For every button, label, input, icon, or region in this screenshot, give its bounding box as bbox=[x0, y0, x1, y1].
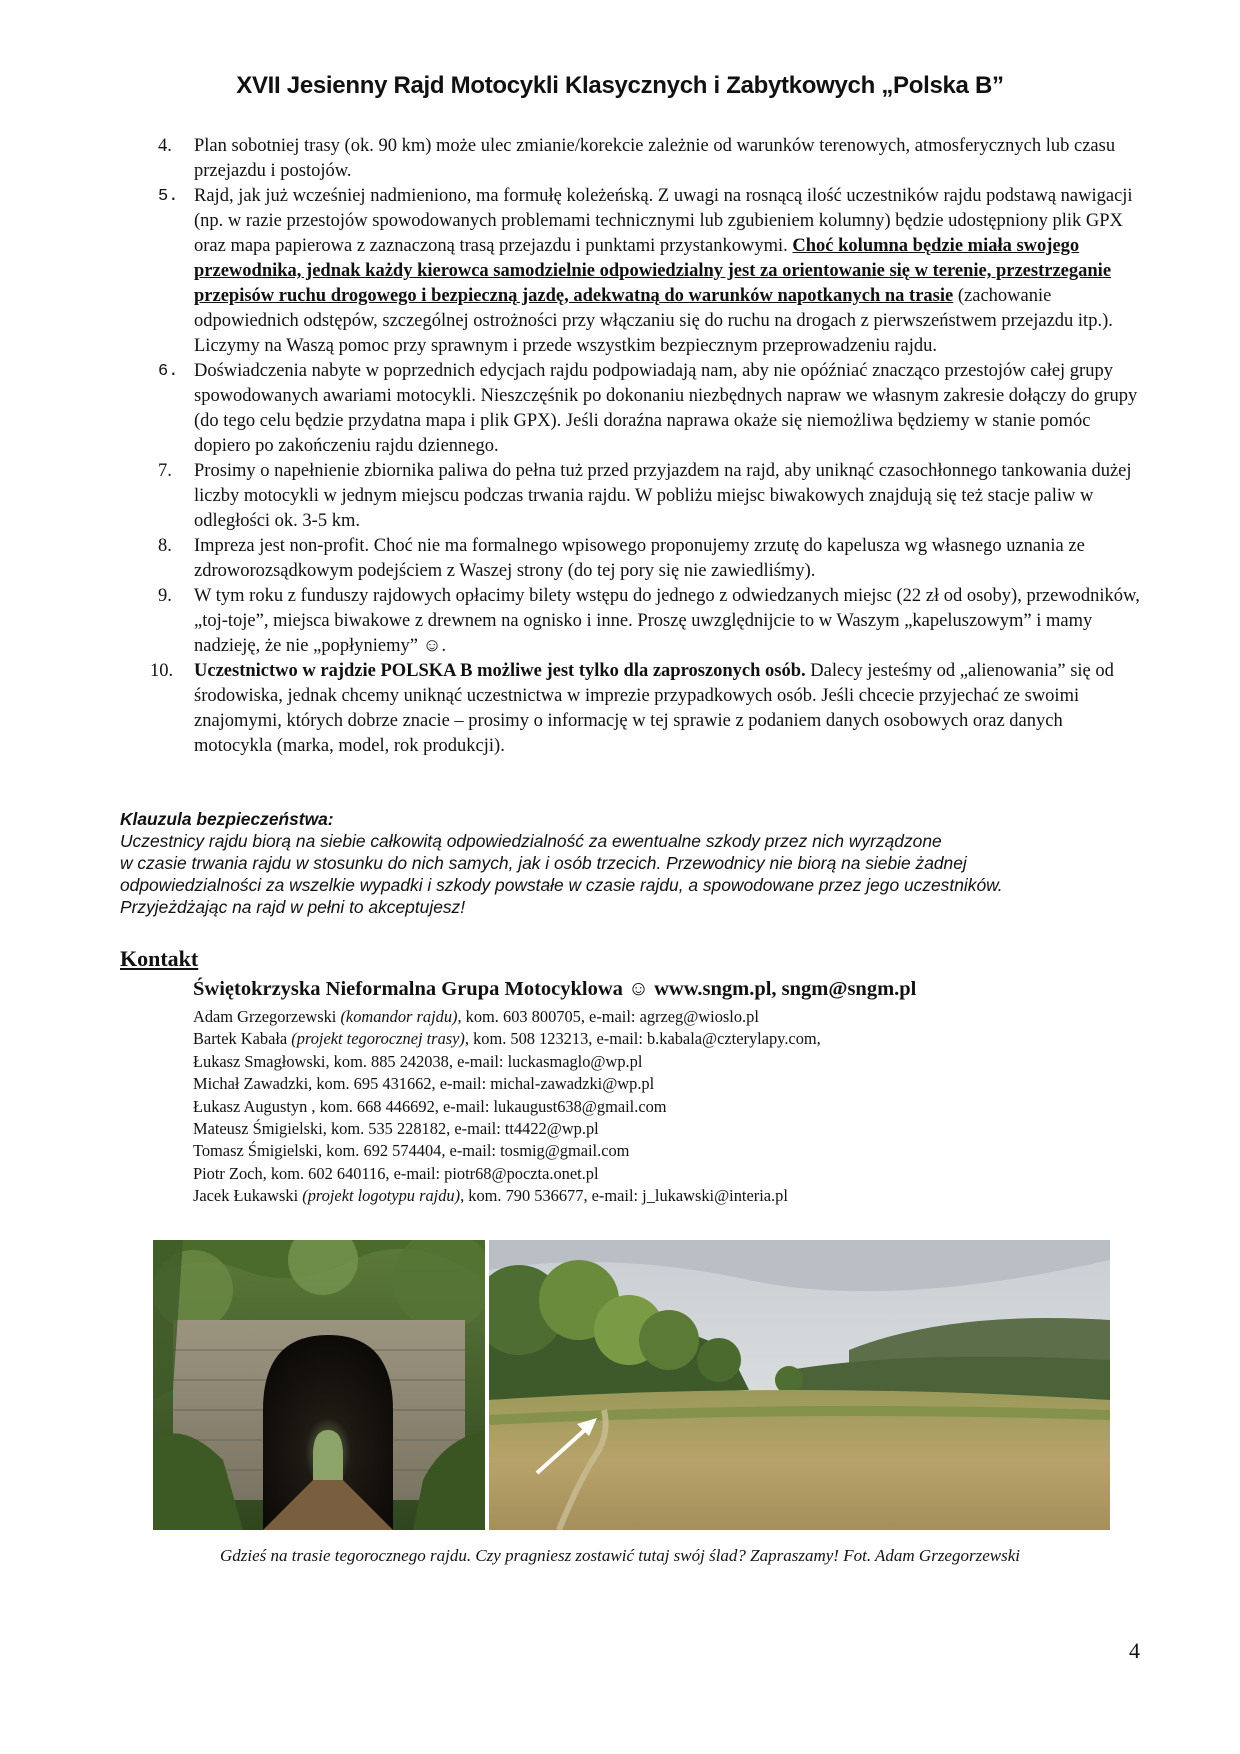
organization-line: Świętokrzyska Nieformalna Grupa Motocyklowa ☺ www.sngm.pl, sngm@sngm.pl bbox=[193, 978, 917, 1000]
meadow-photo-image bbox=[489, 1240, 1110, 1530]
page-title: XVII Jesienny Rajd Motocykli Klasycznych i Zabytkowych „Polska B” bbox=[236, 72, 1004, 99]
list-item bbox=[150, 459, 1140, 534]
contact-role: (projekt logotypu rajdu) bbox=[302, 1186, 461, 1206]
item-number: 10. bbox=[150, 661, 174, 681]
safety-clause-line: Przyjeżdżając na rajd w pełni to akceptujesz! bbox=[120, 897, 466, 917]
item-text-emphasis: Choć kolumna będzie miała swojego przewodnika, jednak każdy kierowca samodzielnie odpowiedzialny jest za orientowanie się w terenie, przestrzeganie przepisów ruchu drogowego i bezpieczną jazdę, adekwatną do warunków napotkanych na trasie bbox=[194, 236, 1112, 306]
item-number: 9. bbox=[158, 586, 172, 606]
contact-name: Jacek Łukawski bbox=[193, 1186, 303, 1206]
safety-clause-line: odpowiedzialności za wszelkie wypadki i szkody powstałe w czasie rajdu, a spowodowane przez jego uczestników. bbox=[120, 875, 1003, 895]
contact-name: Adam Grzegorzewski bbox=[193, 1007, 341, 1026]
page-number: 4 bbox=[1129, 1638, 1140, 1663]
contact-details: , kom. 602 640116, e-mail: piotr68@poczta.onet.pl bbox=[262, 1163, 599, 1183]
safety-clause-line: Uczestnicy rajdu biorą na siebie całkowitą odpowiedzialność za ewentualne szkody przez nich wyrządzone bbox=[120, 831, 942, 851]
contact-name: Bartek Kabała bbox=[193, 1029, 292, 1049]
contact-details: , kom. 668 446692, e-mail: lukaugust638@gmail.com bbox=[311, 1096, 667, 1116]
item-text: Dalecy jesteśmy od „alienowania” się od środowiska, jednak chcemy uniknąć uczestnictwa w imprezie przypadkowych osób. Jeśli chcecie przyjechać ze swoimi znajomymi, których dobrze znacie – prosimy o informację w tej sprawie z podaniem danych osobowych oraz danych motocykla (marka, model, rok produkcji). bbox=[194, 661, 1114, 756]
tunnel-photo-image bbox=[153, 1240, 485, 1530]
contact-role: (komandor rajdu) bbox=[340, 1007, 458, 1026]
contact-person bbox=[193, 1073, 821, 1095]
list-item bbox=[150, 184, 1140, 359]
photo-caption: Gdzieś na trasie tegorocznego rajdu. Czy pragniesz zostawić tutaj swój ślad? Zapraszamy! Fot. Adam Grzegorzewski bbox=[220, 1546, 1020, 1565]
contact-person bbox=[193, 1185, 821, 1207]
item-text: Plan sobotniej trasy (ok. 90 km) może ulec zmianie/korekcie zależnie od warunków terenowych, atmosferycznych lub czasu przejazdu i postojów. bbox=[194, 136, 1116, 181]
meadow-photo bbox=[489, 1240, 1110, 1530]
contact-name: Piotr Zoch bbox=[193, 1163, 263, 1183]
item-text: Rajd, jak już wcześniej nadmieniono, ma formułę koleżeńską. Z uwagi na rosnącą ilość uczestników rajdu podstawą nawigacji (np. w razie przestojów spowodowanych problemami technicznymi lub zgubieniem kolumny) będzie udostępniony plik GPX oraz mapa papierowa z zaznaczoną trasą przejazdu i punktami przystankowymi. bbox=[194, 186, 1133, 256]
item-text: W tym roku z funduszy rajdowych opłacimy bilety wstępu do jednego z odwiedzanych miejsc (22 zł od osoby), przewodników, „toj-toje”, miejsca biwakowe z drewnem na ognisko i inne. Proszę uwzględnijcie to w Waszym „kapeluszowym” i mamy nadzieję, że nie „popłyniemy” ☺. bbox=[194, 586, 1140, 656]
contact-person bbox=[193, 1096, 821, 1118]
contact-details: , kom. 535 228182, e-mail: tt4422@wp.pl bbox=[322, 1119, 599, 1139]
rules-list bbox=[150, 134, 1140, 759]
contact-details: , kom. 692 574404, e-mail: tosmig@gmail.com bbox=[317, 1141, 630, 1161]
contact-name: Mateusz Śmigielski bbox=[193, 1119, 323, 1139]
contact-details: , kom. 790 536677, e-mail: j_lukawski@interia.pl bbox=[460, 1186, 788, 1206]
safety-clause-heading: Klauzula bezpieczeństwa: bbox=[120, 809, 334, 829]
contact-role: (projekt tegorocznej trasy) bbox=[291, 1029, 465, 1049]
list-item bbox=[150, 584, 1140, 659]
item-number: 6. bbox=[158, 362, 179, 381]
contact-name: Łukasz Augustyn bbox=[193, 1096, 312, 1116]
tunnel-photo bbox=[153, 1240, 485, 1530]
contact-person bbox=[193, 1028, 821, 1050]
contact-person bbox=[193, 1140, 821, 1162]
safety-clause-line: w czasie trwania rajdu w stosunku do nich samych, jak i osób trzecich. Przewodnicy nie biorą na siebie żadnej bbox=[120, 853, 967, 873]
list-item bbox=[150, 659, 1140, 759]
item-text: (zachowanie odpowiednich odstępów, szczególnej ostrożności przy włączaniu się do ruchu na drogach z pierwszeństwem przejazdu itp.). Liczymy na Waszą pomoc przy sprawnym i przede wszystkim bezpiecznym przeprowadzeniu rajdu. bbox=[194, 286, 1113, 356]
safety-clause bbox=[120, 808, 1120, 918]
contact-list bbox=[193, 1006, 821, 1208]
item-text: Impreza jest non-profit. Choć nie ma formalnego wpisowego proponujemy zrzutę do kapelusza wg własnego uznania ze zdroworozsądkowym podejściem z Waszej strony (do tej pory się nie zawiedliśmy). bbox=[194, 536, 1085, 581]
contact-name: Łukasz Smagłowski bbox=[193, 1051, 326, 1071]
contact-details: , kom. 508 123213, e-mail: b.kabala@czterylapy.com, bbox=[464, 1029, 821, 1049]
item-number: 4. bbox=[158, 136, 172, 156]
contact-name: Michał Zawadzki bbox=[193, 1074, 309, 1094]
contact-person bbox=[193, 1051, 821, 1073]
list-item bbox=[150, 534, 1140, 584]
item-number: 8. bbox=[158, 536, 172, 556]
item-number: 5. bbox=[158, 187, 179, 206]
item-text-emphasis: Uczestnictwo w rajdzie POLSKA B możliwe jest tylko dla zaproszonych osób. bbox=[194, 661, 806, 681]
contact-details: , kom. 885 242038, e-mail: luckasmaglo@wp.pl bbox=[325, 1051, 643, 1071]
item-text: Doświadczenia nabyte w poprzednich edycjach rajdu podpowiadają nam, aby nie opóźniać znacząco przestojów całej grupy spowodowanych awariami motocykli. Nieszczęśnik po dokonaniu niezbędnych napraw we własnym zakresie dołączy do grupy (do tego celu będzie przydatna mapa i plik GPX). Jeśli doraźna naprawa okaże się niemożliwa będziemy w stanie pomóc dopiero po zakończeniu rajdu dziennego. bbox=[194, 361, 1138, 456]
list-item bbox=[150, 359, 1140, 459]
contact-name: Tomasz Śmigielski bbox=[193, 1141, 318, 1161]
list-item bbox=[150, 134, 1140, 184]
contact-person bbox=[193, 1163, 821, 1185]
contact-details: , kom. 603 800705, e-mail: agrzeg@wioslo.pl bbox=[457, 1007, 759, 1026]
contact-person bbox=[193, 1006, 821, 1028]
contact-details: , kom. 695 431662, e-mail: michal-zawadzki@wp.pl bbox=[308, 1074, 655, 1094]
contact-heading: Kontakt bbox=[120, 946, 199, 971]
item-text: Prosimy o napełnienie zbiornika paliwa do pełna tuż przed przyjazdem na rajd, aby uniknąć czasochłonnego tankowania dużej liczby motocykli w jednym miejscu podczas trwania rajdu. W pobliżu miejsc biwakowych znajdują się też stacje paliw w odległości ok. 3-5 km. bbox=[194, 461, 1132, 531]
contact-person bbox=[193, 1118, 821, 1140]
item-number: 7. bbox=[158, 461, 172, 481]
